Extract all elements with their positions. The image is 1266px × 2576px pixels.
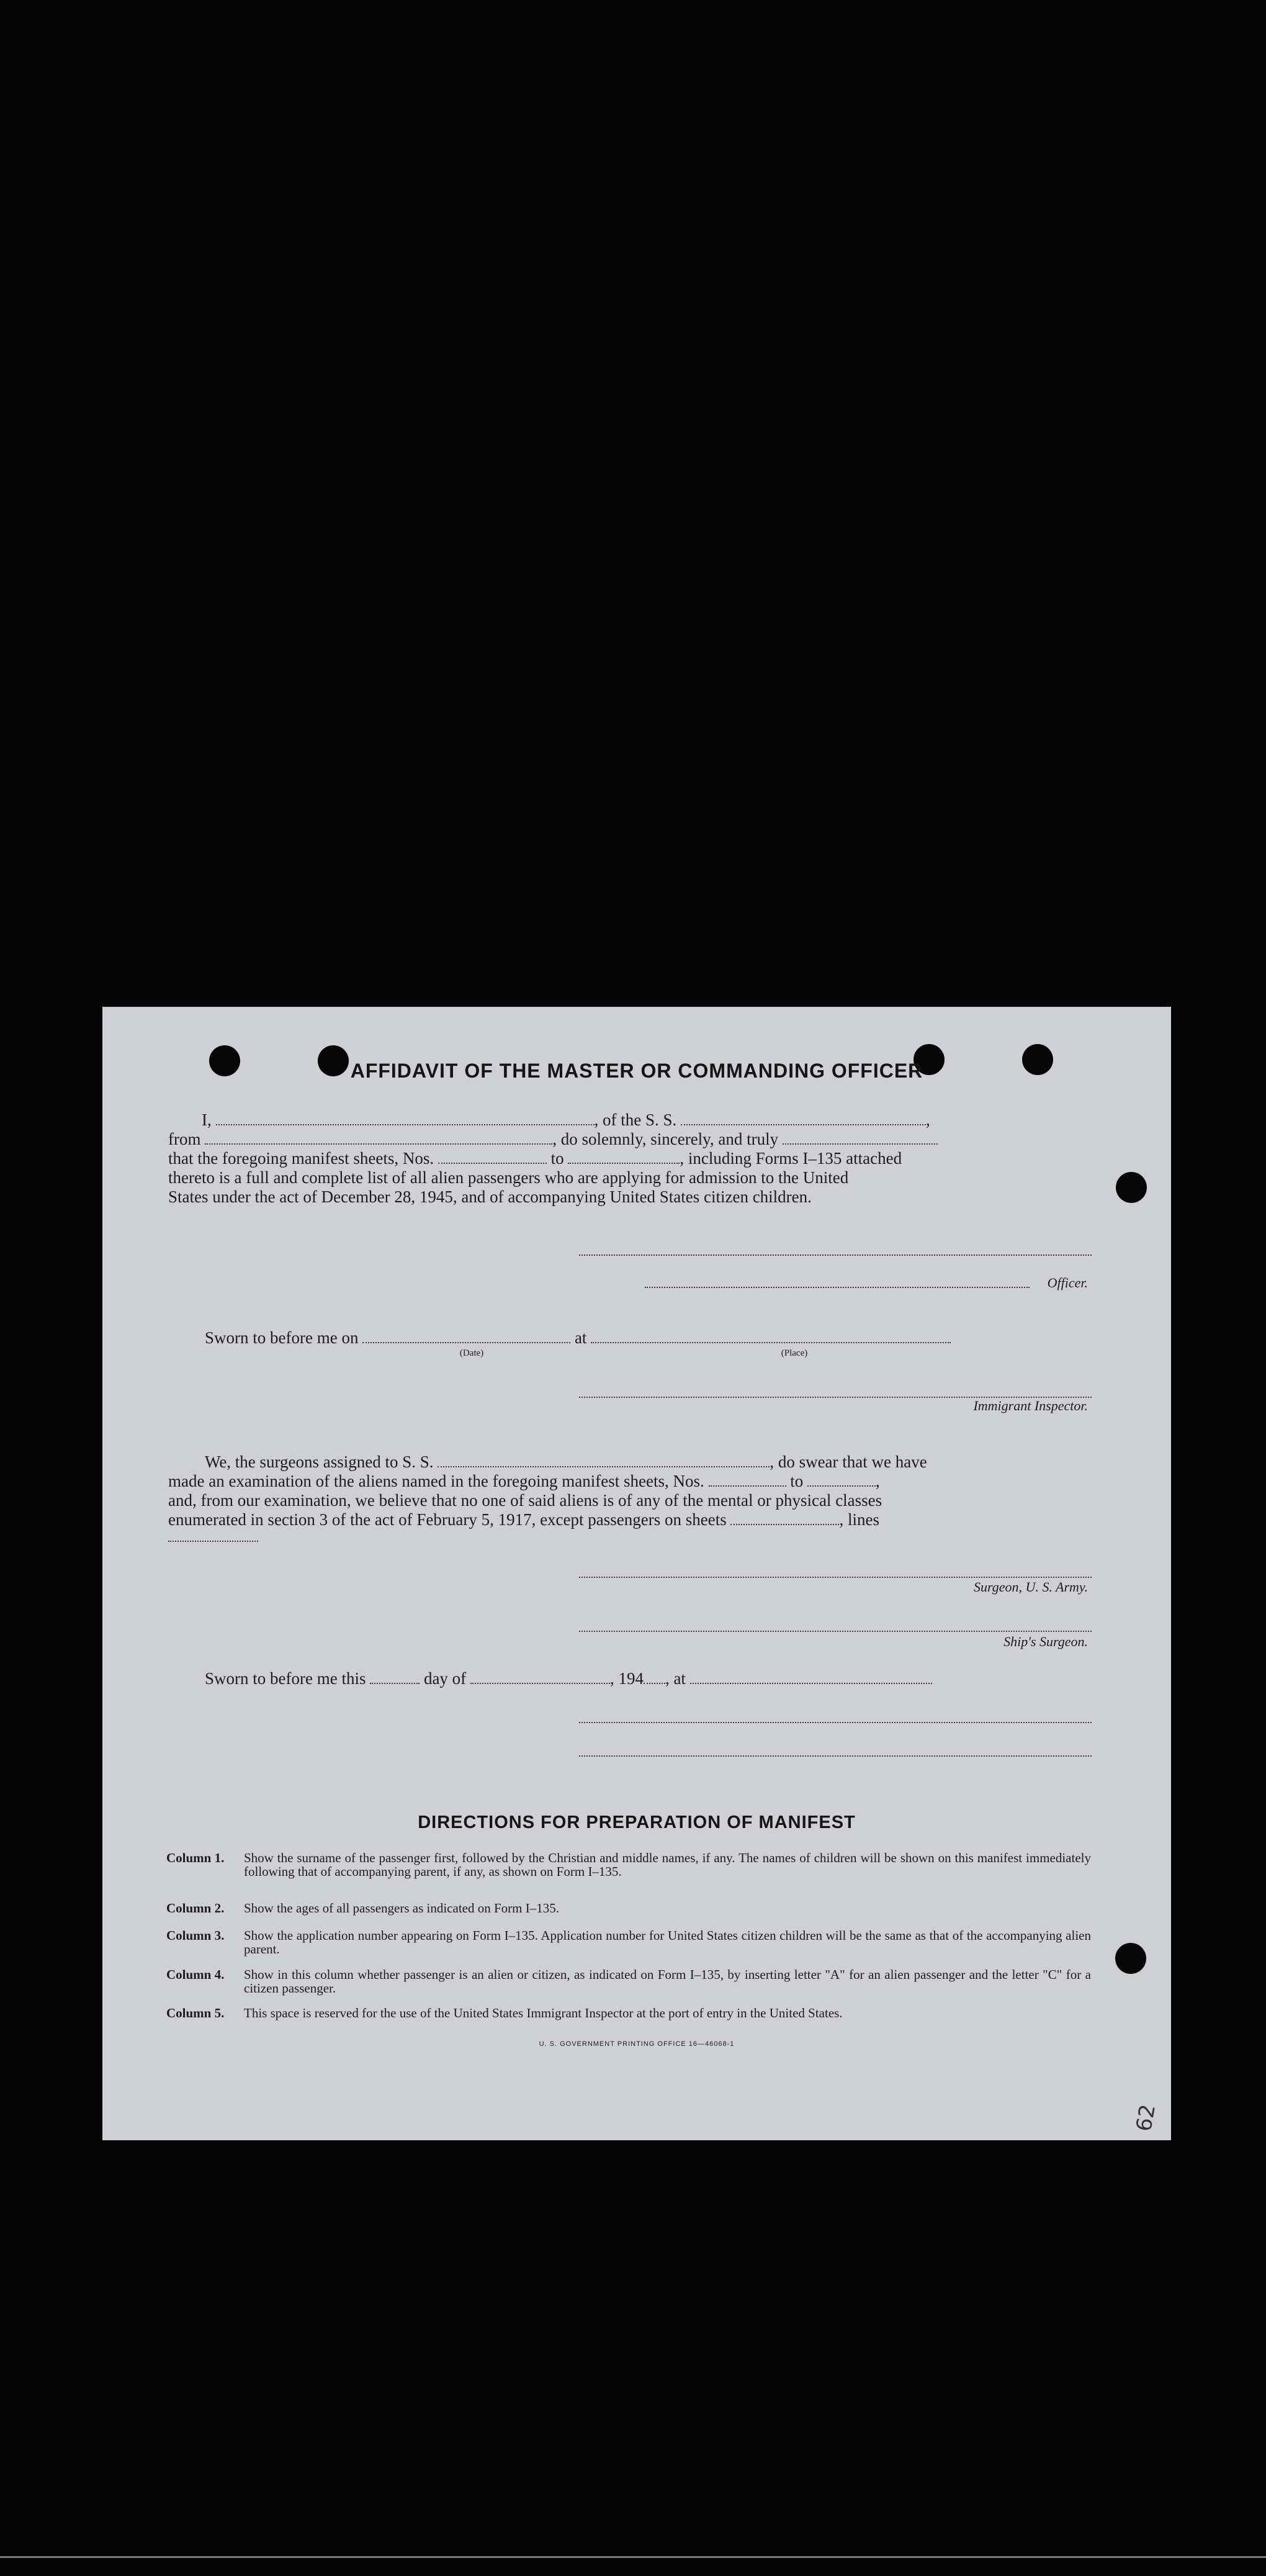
day-blank (370, 1672, 420, 1684)
signature-line (579, 1755, 1092, 1757)
signature-line (579, 1254, 1092, 1256)
direction-item (166, 1901, 1091, 1915)
direction-text: Show in this column whether passenger is an alien or citizen, as indicated on Form I–135, by inserting letter "A" for an alien passenger and the letter "C" for a citizen passenger. (244, 1967, 1091, 1996)
place-blank (591, 1331, 951, 1343)
handwritten-page-number: 62 (1131, 2102, 1161, 2133)
printing-office-footer: U. S. GOVERNMENT PRINTING OFFICE 16—46068-1 (539, 2040, 735, 2048)
direction-item (166, 1968, 1091, 1995)
surgeons-line-1: We, the surgeons assigned to S. S. , do swear that we have (205, 1452, 927, 1471)
sheet-to-blank (568, 1151, 680, 1164)
signature-line (579, 1722, 1092, 1723)
master-line-2: from , do solemnly, sincerely, and truly (168, 1130, 938, 1148)
blank (783, 1132, 938, 1145)
punch-hole (1115, 1943, 1146, 1974)
lines-blank (168, 1541, 258, 1542)
month-blank (470, 1672, 610, 1684)
ship-surgeon-label: Ship's Surgeon. (1003, 1634, 1088, 1649)
surgeons-sworn-line: Sworn to before me this day of , 194 , at (205, 1669, 932, 1688)
from-blank (205, 1132, 552, 1145)
column-label: Column 5. (166, 2006, 225, 2020)
surgeons-line-4: enumerated in section 3 of the act of February 5, 1917, except passengers on sheets , lines (168, 1510, 879, 1529)
direction-text: Show the application number appearing on Form I–135. Application number for United States citizen children will be the same as that of the accompanying alien parent. (244, 1928, 1091, 1957)
directions-title: DIRECTIONS FOR PREPARATION OF MANIFEST (418, 1813, 856, 1832)
place-caption: (Place) (781, 1348, 808, 1358)
direction-item (166, 2006, 1091, 2033)
surgeons-ship-blank (438, 1455, 770, 1467)
master-line-4: thereto is a full and complete list of all alien passengers who are applying for admission to the United (168, 1168, 849, 1187)
army-surgeon-label: Surgeon, U. S. Army. (974, 1579, 1088, 1595)
sheet-from-blank (438, 1151, 547, 1164)
date-blank (362, 1331, 570, 1343)
direction-text: This space is reserved for the use of the United States Immigrant Inspector at the port of entry in the United States. (244, 2006, 843, 2020)
direction-item (166, 1851, 1091, 1892)
column-label: Column 4. (166, 1967, 225, 1982)
scanner-edge-line (0, 2556, 1266, 2558)
column-label: Column 2. (166, 1901, 225, 1916)
army-surgeon-signature-line (579, 1577, 1092, 1578)
sheets-blank (730, 1513, 839, 1525)
master-line-3: that the foregoing manifest sheets, Nos. to , including Forms I–135 attached (168, 1149, 902, 1168)
master-line-5: States under the act of December 28, 1945, and of accompanying United States citizen children. (168, 1187, 812, 1206)
form-sheet (102, 1007, 1171, 2140)
surgeons-sheet-from-blank (709, 1474, 786, 1487)
direction-text: Show the surname of the passenger first, followed by the Christian and middle names, if any. The names of children will be shown on this manifest immediately following that of accompanying parent, if any, as shown on Form I–135. (244, 1850, 1091, 1879)
officer-label: Officer. (1047, 1275, 1088, 1290)
column-label: Column 1. (166, 1850, 225, 1865)
sworn-place-blank (690, 1672, 932, 1684)
inspector-label: Immigrant Inspector. (973, 1398, 1088, 1413)
surgeons-line-3: and, from our examination, we believe that no one of said aliens is of any of the mental or physical classes (168, 1491, 882, 1510)
year-blank (644, 1672, 665, 1684)
name-blank (216, 1113, 595, 1125)
column-label: Column 3. (166, 1928, 225, 1943)
ship-blank (681, 1113, 926, 1125)
direction-item (166, 1929, 1091, 1956)
surgeons-line-2: made an examination of the aliens named in the foregoing manifest sheets, Nos. to , (168, 1472, 880, 1490)
ship-surgeon-signature-line (579, 1631, 1092, 1632)
affidavit-title: AFFIDAVIT OF THE MASTER OR COMMANDING OFFICER (350, 1060, 923, 1082)
master-line-1: I, , of the S. S. , (202, 1110, 930, 1129)
surgeons-sheet-to-blank (807, 1474, 876, 1487)
direction-text: Show the ages of all passengers as indicated on Form I–135. (244, 1901, 559, 1916)
master-sworn-line: Sworn to before me on at (205, 1328, 951, 1347)
punch-hole (1116, 1172, 1147, 1203)
date-caption: (Date) (459, 1348, 484, 1358)
